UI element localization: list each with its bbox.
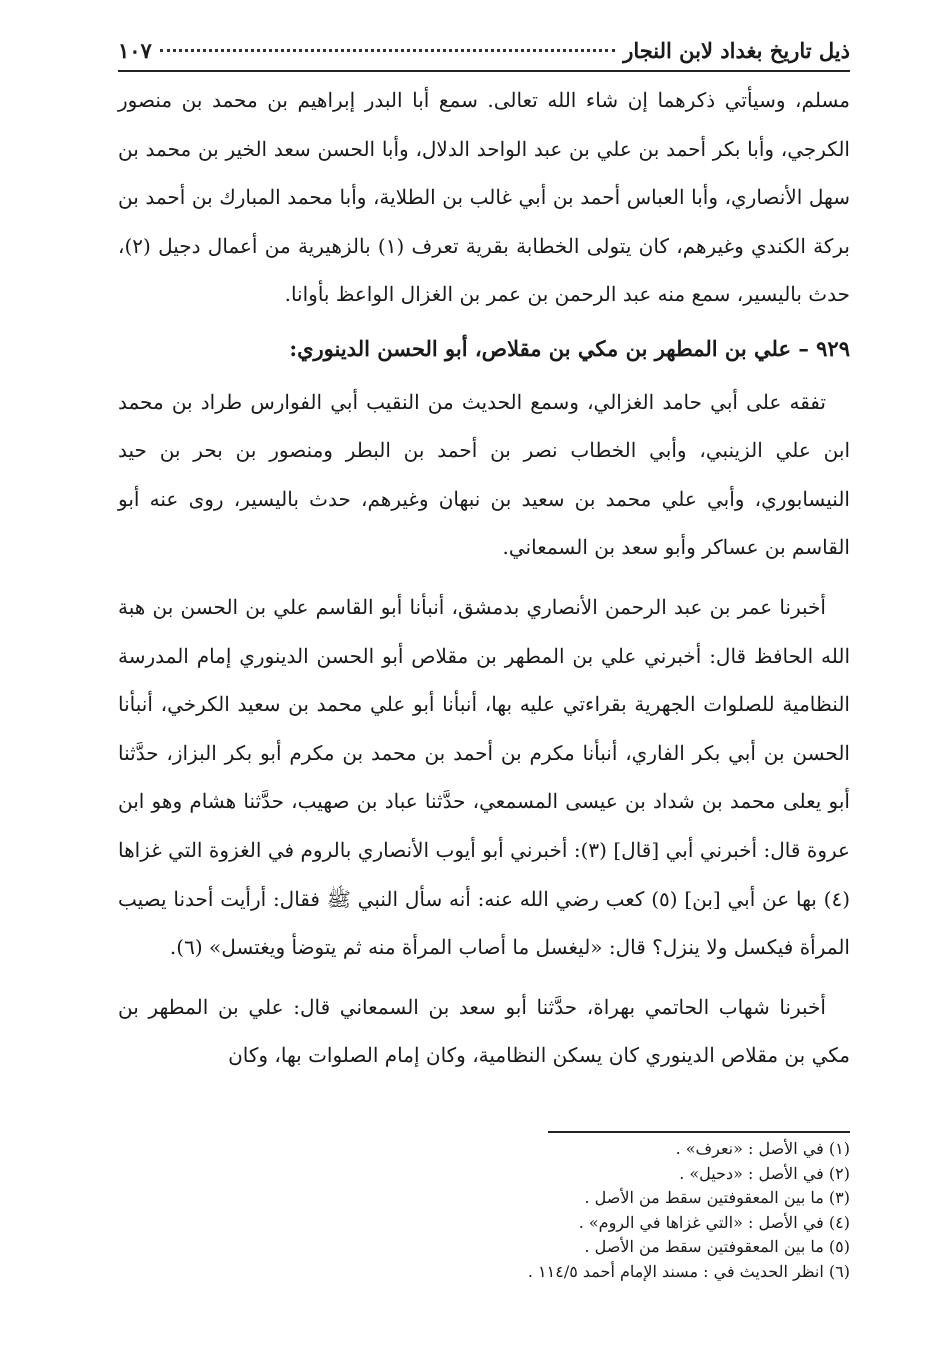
main-text (118, 76, 850, 1080)
paragraph-biography: تفقه على أبي حامد الغزالي، وسمع الحديث من النقيب أبي الفوارس طراد بن محمد ابن علي الزينبي، وأبي الخطاب نصر بن أحمد بن البطر ومنصور بن بحر بن حيد النيسابوري، وأبي علي محمد بن سعيد بن نبهان وغيرهم، حدث باليسير، روى عنه أبو القاسم بن عساكر وأبو سعد بن السمعاني. (118, 389, 850, 560)
footnote-item: (٢) في الأصل : «دحيل» . (679, 1163, 850, 1183)
dot-leader (160, 49, 615, 52)
footnote-item: (٣) ما بين المعقوفتين سقط من الأصل . (584, 1188, 850, 1208)
footnote-item: (١) في الأصل : «نعرف» . (675, 1139, 850, 1158)
paragraph-continuation: مسلم، وسيأتي ذكرهما إن شاء الله تعالى. سمع أبا البدر إبراهيم بن محمد بن منصور الكرجي، وأبا بكر أحمد بن علي بن عبد الواحد الدلال، وأبا الحسن سعد الخير بن محمد بن سهل الأنصاري، وأبا العباس أحمد بن أبي غالب بن الطلاية، وأبا محمد المبارك بن أحمد بن بركة الكندي وغيرهم، كان يتولى الخطابة بقرية تعرف (١) بالزهيرية من أعمال دجيل (٢)، حدث باليسير، سمع منه عبد الرحمن بن عمر بن الغزال الواعظ بأوانا. (118, 88, 851, 307)
paragraph-samani-report: أخبرنا شهاب الحاتمي بهراة، حدَّثنا أبو سعد بن السمعاني قال: علي بن المطهر بن مكي بن مقلاص الدينوري كان يسكن النظامية، وكان إمام الصلوات بها، وكان (118, 994, 850, 1068)
page-number: ١٠٧ (118, 37, 152, 63)
header-rule (118, 70, 850, 72)
running-header (118, 30, 850, 70)
footnotes (118, 1137, 850, 1285)
footnote-item: (٥) ما بين المعقوفتين سقط من الأصل . (584, 1237, 850, 1257)
paragraph-hadith-chain: أخبرنا عمر بن عبد الرحمن الأنصاري بدمشق، أنبأنا أبو القاسم علي بن الحسن بن هبة الله الحافظ قال: أخبرني علي بن المطهر بن مقلاص أبو الحسن الدينوري إمام المدرسة النظامية للصلوات الجهرية بقراءتي عليه بها، أنبأنا أبو علي محمد بن سعيد الكرخي، أنبأنا الحسن بن أبي بكر الفاري، أنبأنا مكرم بن أحمد بن محمد بن مكرم أبو بكر البزاز، حدَّثنا أبو يعلى محمد بن شداد بن عيسى المسمعي، حدَّثنا عباد بن صهيب، حدَّثنا هشام وهو ابن عروة قال: أخبرني أبي [قال] (٣): أخبرني أبو أيوب الأنصاري بالروم في الغزوة التي غزاها (٤) بها عن أبي [بن] (٥) كعب رضي الله عنه: أنه سأل النبي ﷺ فقال: أرأيت أحدنا يصيب المرأة فيكسل ولا ينزل؟ قال: «ليغسل ما أصاب المرأة منه ثم يتوضأ ويغتسل» (٦). (118, 594, 850, 960)
footnote-item: (٤) في الأصل : «التي غزاها في الروم» . (578, 1212, 850, 1232)
footnote-rule (548, 1131, 850, 1133)
book-title: ذيل تاريخ بغداد لابن النجار (623, 37, 850, 63)
entry-heading: ٩٢٩ – علي بن المطهر بن مكي بن مقلاص، أبو الحسن الدينوري: (289, 335, 850, 361)
footnote-item: (٦) انظر الحديث في : مسند الإمام أحمد ١١٤/٥ . (527, 1261, 850, 1281)
